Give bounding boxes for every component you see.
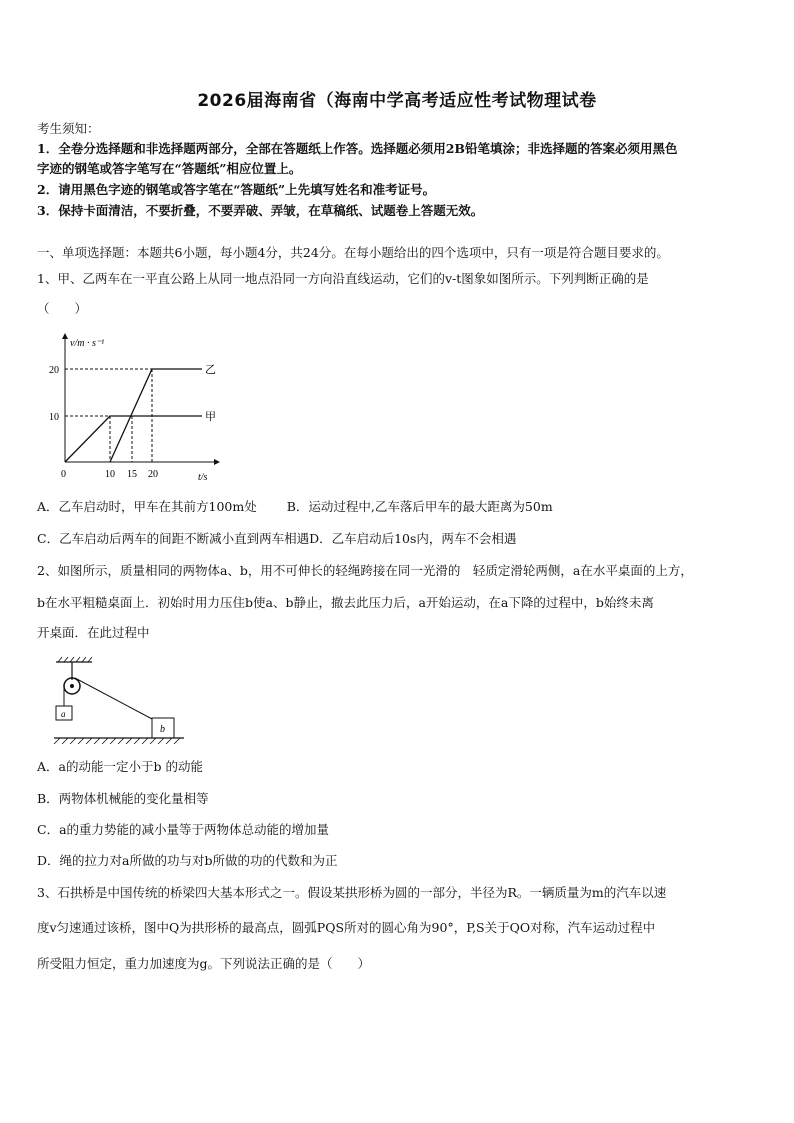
page-title: 2026届海南省（海南中学高考适应性考试物理试卷	[197, 91, 597, 111]
q2-option-a[interactable]: A．a的动能一定小于b 的动能	[37, 759, 203, 774]
question-3-stem: 所受阻力恒定，重力加速度为g。下列说法正确的是（ ）	[37, 956, 371, 971]
notice-item: 3．保持卡面清洁，不要折叠，不要弄破、弄皱，在草稿纸、试题卷上答题无效。	[37, 203, 484, 218]
label-yi: 乙	[205, 363, 216, 376]
line-jia	[65, 416, 202, 462]
question-3-stem: 度v匀速通过该桥，图中Q为拱形桥的最高点，圆弧PQS所对的圆心角为90°，P,S关于QO对称，汽车运动过程中	[37, 920, 656, 935]
notice-item: 字迹的钢笔或答字笔写在“答题纸”相应位置上。	[37, 161, 302, 176]
y-axis-label: v/m · s⁻¹	[70, 338, 105, 349]
block-b-label: b	[160, 724, 165, 735]
table-hatch	[54, 738, 180, 744]
x-tick-label: 15	[127, 469, 137, 480]
y-tick-label: 20	[49, 365, 59, 376]
notice-item: 1．全卷分选择题和非选择题两部分，全部在答题纸上作答。选择题必须用2B铅笔填涂；非选择题的答案必须用黑色	[37, 141, 678, 156]
question-1-stem: 1、甲、乙两车在一平直公路上从同一地点沿同一方向沿直线运动，它们的v-t图象如图所示。下列判断正确的是	[37, 271, 649, 286]
q2-option-d[interactable]: D．绳的拉力对a所做的功与对b所做的功的代数和为正	[37, 853, 338, 868]
section-heading: 一、单项选择题：本题共6小题，每小题4分，共24分。在每小题给出的四个选项中，只有一项是符合题目要求的。	[37, 245, 669, 260]
question-2-stem: 2、如图所示，质量相同的两物体a、b，用不可伸长的轻绳跨接在同一光滑的 轻质定滑轮两侧，a在水平桌面的上方，	[37, 563, 693, 578]
block-a-label: a	[61, 709, 66, 719]
rope-b	[75, 678, 154, 720]
question-3-stem: 3、石拱桥是中国传统的桥梁四大基本形式之一。假设某拱形桥为圆的一部分，半径为R。一辆质量为m的汽车以速	[37, 885, 667, 900]
question-2-stem: b在水平粗糙桌面上．初始时用力压住b使a、b静止，撤去此压力后，a开始运动，在a下降的过程中，b始终未离	[37, 595, 654, 610]
q1-option-a[interactable]: A．乙车启动时，甲车在其前方100m处	[37, 499, 257, 514]
x-tick-label: 20	[148, 469, 158, 480]
label-jia: 甲	[205, 410, 216, 423]
x-axis-label: t/s	[198, 472, 208, 483]
pulley-axle	[70, 684, 74, 688]
notice-item: 2．请用黑色字迹的钢笔或答字笔在“答题纸”上先填写姓名和准考证号。	[37, 182, 436, 197]
q1-option-b[interactable]: B．运动过程中,乙车落后甲车的最大距离为50m	[286, 499, 553, 514]
q2-option-c[interactable]: C．a的重力势能的减小量等于两物体总动能的增加量	[37, 822, 330, 837]
y-tick-label: 10	[49, 412, 59, 423]
option-row	[37, 530, 757, 548]
ceiling-hatch	[58, 657, 92, 662]
notice-heading: 考生须知：	[37, 121, 100, 136]
vt-graph	[49, 330, 222, 490]
q1-option-c[interactable]: C．乙车启动后两车的间距不断减小直到两车相遇	[37, 531, 310, 546]
option-row	[37, 498, 757, 516]
question-2-stem: 开桌面．在此过程中	[37, 625, 150, 640]
q1-option-d[interactable]: D．乙车启动后10s内，两车不会相遇	[309, 531, 517, 546]
x-tick-label: 0	[61, 469, 66, 480]
q2-option-b[interactable]: B．两物体机械能的变化量相等	[37, 791, 209, 806]
pulley-diagram	[50, 656, 190, 748]
question-1-blank: （ ）	[37, 301, 88, 316]
x-tick-label: 10	[105, 469, 115, 480]
